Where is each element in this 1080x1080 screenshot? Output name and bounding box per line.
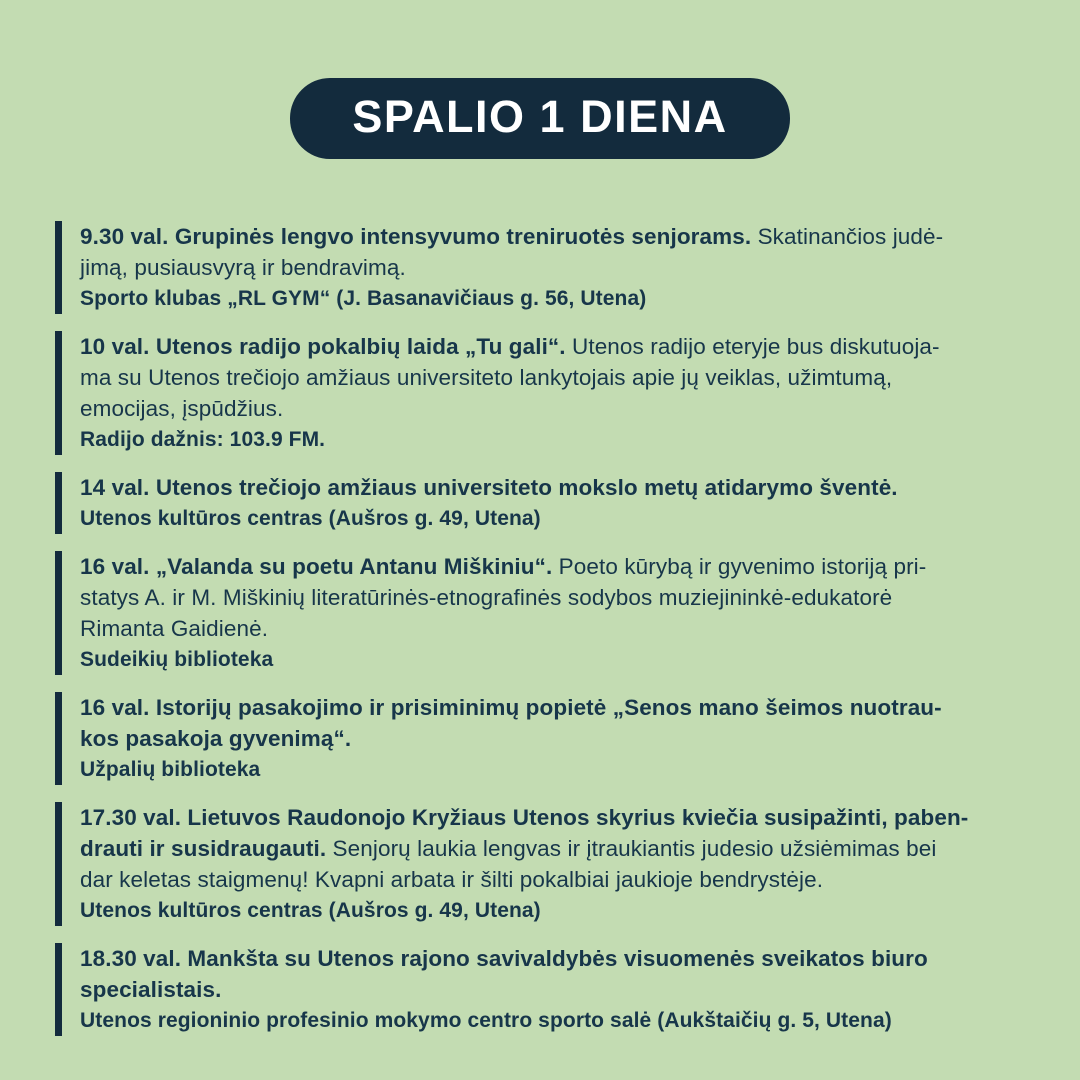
text-segment-location: Utenos regioninio profesinio mokymo centro sporto salė (Aukštaičių g. 5, Utena) — [80, 1009, 892, 1032]
event-text-line — [80, 943, 1030, 974]
text-segment-bold: 16 val. „Valanda su poetu Antanu Miškiniu“. — [80, 554, 553, 579]
event-text-line — [80, 331, 1030, 362]
text-segment-regular: Rimanta Gaidienė. — [80, 616, 269, 641]
event-text-line — [80, 551, 1030, 582]
event-item — [55, 802, 1030, 926]
event-location-line — [80, 424, 1030, 455]
event-text-line — [80, 252, 1030, 283]
event-item — [55, 221, 1030, 314]
date-title: SPALIO 1 DIENA — [352, 91, 728, 142]
event-location-line — [80, 283, 1030, 314]
text-segment-location: Užpalių biblioteka — [80, 758, 261, 781]
text-segment-location: Utenos kultūros centras (Aušros g. 49, Utena) — [80, 507, 541, 530]
event-text-line — [80, 221, 1030, 252]
text-segment-regular: Utenos radijo eteryje bus diskutuoja- — [565, 334, 940, 359]
date-pill — [290, 78, 789, 159]
text-segment-bold: specialistais. — [80, 977, 222, 1002]
event-item — [55, 551, 1030, 675]
event-text-line — [80, 833, 1030, 864]
text-segment-bold: kos pasakoja gyvenimą“. — [80, 726, 352, 751]
event-item — [55, 472, 1030, 534]
text-segment-regular: emocijas, įspūdžius. — [80, 396, 284, 421]
event-text-line — [80, 362, 1030, 393]
event-text-line — [80, 864, 1030, 895]
text-segment-bold: drauti ir susidraugauti. — [80, 836, 327, 861]
text-segment-regular: Senjorų laukia lengvas ir įtraukiantis judesio užsiėmimas bei — [326, 836, 937, 861]
event-location-line — [80, 644, 1030, 675]
text-segment-bold: 10 val. Utenos radijo pokalbių laida „Tu gali“. — [80, 334, 566, 359]
event-text-line — [80, 472, 1030, 503]
event-text-line — [80, 802, 1030, 833]
event-location-line — [80, 754, 1030, 785]
text-segment-regular: Poeto kūrybą ir gyvenimo istoriją pri- — [552, 554, 927, 579]
event-item — [55, 943, 1030, 1036]
text-segment-bold: 17.30 val. Lietuvos Raudonojo Kryžiaus Utenos skyrius kviečia susipažinti, paben- — [80, 805, 969, 830]
event-text-line — [80, 723, 1030, 754]
event-item — [55, 331, 1030, 455]
text-segment-location: Sudeikių biblioteka — [80, 648, 274, 671]
text-segment-regular: Skatinančios judė- — [751, 224, 944, 249]
event-text-line — [80, 692, 1030, 723]
text-segment-bold: 14 val. Utenos trečiojo amžiaus universiteto mokslo metų atidarymo šventė. — [80, 475, 898, 500]
event-item — [55, 692, 1030, 785]
text-segment-regular: dar keletas staigmenų! Kvapni arbata ir šilti pokalbiai jaukioje bendrystėje. — [80, 867, 824, 892]
text-segment-bold: 9.30 val. Grupinės lengvo intensyvumo treniruotės senjorams. — [80, 224, 752, 249]
text-segment-regular: statys A. ir M. Miškinių literatūrinės-etnografinės sodybos muziejininkė-edukatorė — [80, 585, 893, 610]
text-segment-regular: ma su Utenos trečiojo amžiaus universiteto lankytojais apie jų veiklas, užimtumą, — [80, 365, 893, 390]
text-segment-bold: 16 val. Istorijų pasakojimo ir prisiminimų popietė „Senos mano šeimos nuotrau- — [80, 695, 942, 720]
event-location-line — [80, 1005, 1030, 1036]
events-list — [55, 221, 1030, 1036]
text-segment-regular: jimą, pusiausvyrą ir bendravimą. — [80, 255, 406, 280]
event-text-line — [80, 974, 1030, 1005]
event-text-line — [80, 393, 1030, 424]
event-location-line — [80, 503, 1030, 534]
text-segment-location: Sporto klubas „RL GYM“ (J. Basanavičiaus g. 56, Utena) — [80, 287, 647, 310]
event-text-line — [80, 582, 1030, 613]
text-segment-location: Radijo dažnis: 103.9 FM. — [80, 428, 326, 451]
text-segment-bold: 18.30 val. Mankšta su Utenos rajono savivaldybės visuomenės sveikatos biuro — [80, 946, 928, 971]
event-text-line — [80, 613, 1030, 644]
event-location-line — [80, 895, 1030, 926]
text-segment-location: Utenos kultūros centras (Aušros g. 49, Utena) — [80, 899, 541, 922]
